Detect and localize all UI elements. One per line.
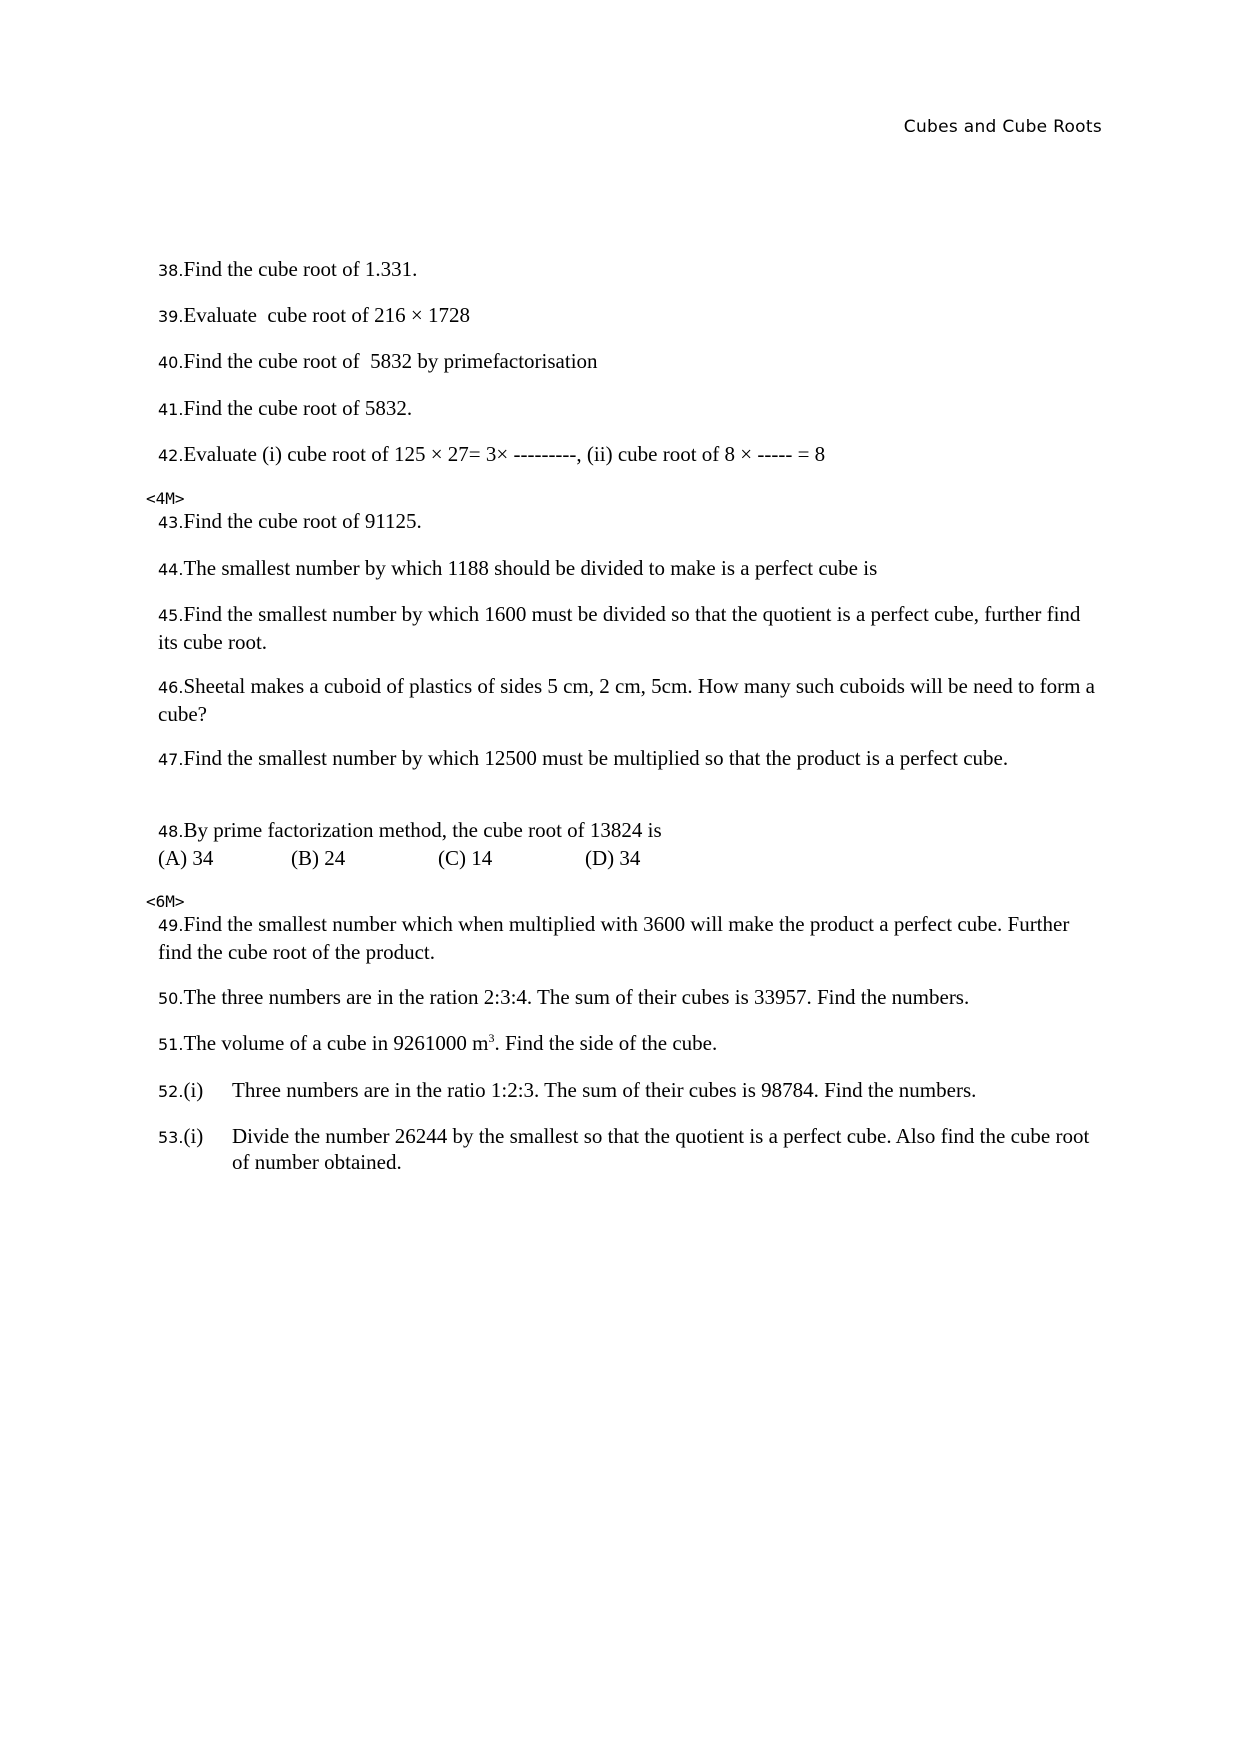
page-header-title: Cubes and Cube Roots bbox=[903, 117, 1102, 137]
question-number: 43. bbox=[158, 513, 184, 532]
question-number: 40. bbox=[158, 353, 184, 372]
question-text: Find the cube root of 5832. bbox=[183, 396, 413, 420]
question-number: 52. bbox=[158, 1082, 184, 1101]
question-47 bbox=[158, 745, 1098, 773]
question-text: By prime factorization method, the cube root of 13824 is bbox=[183, 818, 662, 842]
question-48 bbox=[158, 817, 1098, 871]
option-a: (A) 34 bbox=[158, 846, 214, 870]
question-text: Evaluate (i) cube root of 125 × 27= 3× ---------, (ii) cube root of 8 × ----- = 8 bbox=[183, 442, 826, 466]
option-d: (D) 34 bbox=[585, 846, 641, 870]
superscript-exponent: 3 bbox=[488, 1031, 495, 1045]
question-number: 50. bbox=[158, 989, 184, 1008]
section-marks-4m: <4M> bbox=[146, 489, 185, 508]
question-text: Find the cube root of 91125. bbox=[183, 509, 422, 533]
question-49 bbox=[158, 911, 1098, 965]
question-text: Sheetal makes a cuboid of plastics of sides 5 cm, 2 cm, 5cm. How many such cuboids will be need to form a cube? bbox=[158, 674, 1095, 726]
question-text: Find the smallest number by which 12500 must be multiplied so that the product is a perfect cube. bbox=[183, 746, 1009, 770]
question-45 bbox=[158, 601, 1098, 655]
question-40 bbox=[158, 348, 1098, 376]
question-52 bbox=[158, 1077, 1098, 1103]
question-number: 44. bbox=[158, 560, 184, 579]
question-51 bbox=[158, 1030, 1098, 1058]
question-46 bbox=[158, 673, 1098, 727]
question-41 bbox=[158, 395, 1098, 423]
question-text: The smallest number by which 1188 should be divided to make is a perfect cube is bbox=[183, 556, 878, 580]
question-number: 47. bbox=[158, 750, 184, 769]
question-text: Find the smallest number by which 1600 must be divided so that the quotient is a perfect cube, further find its cube root. bbox=[158, 602, 1081, 654]
question-text: The three numbers are in the ration 2:3:4. The sum of their cubes is 33957. Find the numbers. bbox=[183, 985, 970, 1009]
question-text: The volume of a cube in 9261000 m bbox=[183, 1031, 489, 1055]
question-43 bbox=[158, 508, 1098, 536]
question-39 bbox=[158, 302, 1098, 330]
question-number: 38. bbox=[158, 261, 184, 280]
question-number: 42. bbox=[158, 446, 184, 465]
sub-part-label: (i) bbox=[183, 1078, 204, 1102]
question-text: Evaluate cube root of 216 × 1728 bbox=[183, 303, 470, 327]
question-53 bbox=[158, 1123, 1098, 1175]
answer-options bbox=[158, 845, 1098, 871]
question-number: 53. bbox=[158, 1128, 184, 1147]
question-text-end: . Find the side of the cube. bbox=[494, 1031, 718, 1055]
question-text: Three numbers are in the ratio 1:2:3. The sum of their cubes is 98784. Find the numbers. bbox=[232, 1078, 977, 1102]
question-42 bbox=[158, 441, 1098, 469]
question-number: 51. bbox=[158, 1035, 184, 1054]
question-44 bbox=[158, 555, 1098, 583]
question-38 bbox=[158, 256, 1098, 284]
question-50 bbox=[158, 984, 1098, 1012]
question-number: 45. bbox=[158, 606, 184, 625]
option-c: (C) 14 bbox=[438, 846, 493, 870]
question-number: 49. bbox=[158, 916, 184, 935]
question-number: 39. bbox=[158, 307, 184, 326]
question-number: 48. bbox=[158, 822, 184, 841]
option-b: (B) 24 bbox=[291, 846, 346, 870]
sub-part-label: (i) bbox=[183, 1124, 204, 1148]
section-marks-6m: <6M> bbox=[146, 892, 185, 911]
question-text: Find the smallest number which when multiplied with 3600 will make the product a perfect cube. Further find the cube root of the product. bbox=[158, 912, 1070, 964]
question-number: 41. bbox=[158, 400, 184, 419]
question-text: Find the cube root of 1.331. bbox=[183, 257, 418, 281]
question-text: Divide the number 26244 by the smallest so that the quotient is a perfect cube. Also find the cube root of number obtained. bbox=[232, 1124, 1090, 1174]
question-text: Find the cube root of 5832 by primefactorisation bbox=[183, 349, 598, 373]
question-number: 46. bbox=[158, 678, 184, 697]
